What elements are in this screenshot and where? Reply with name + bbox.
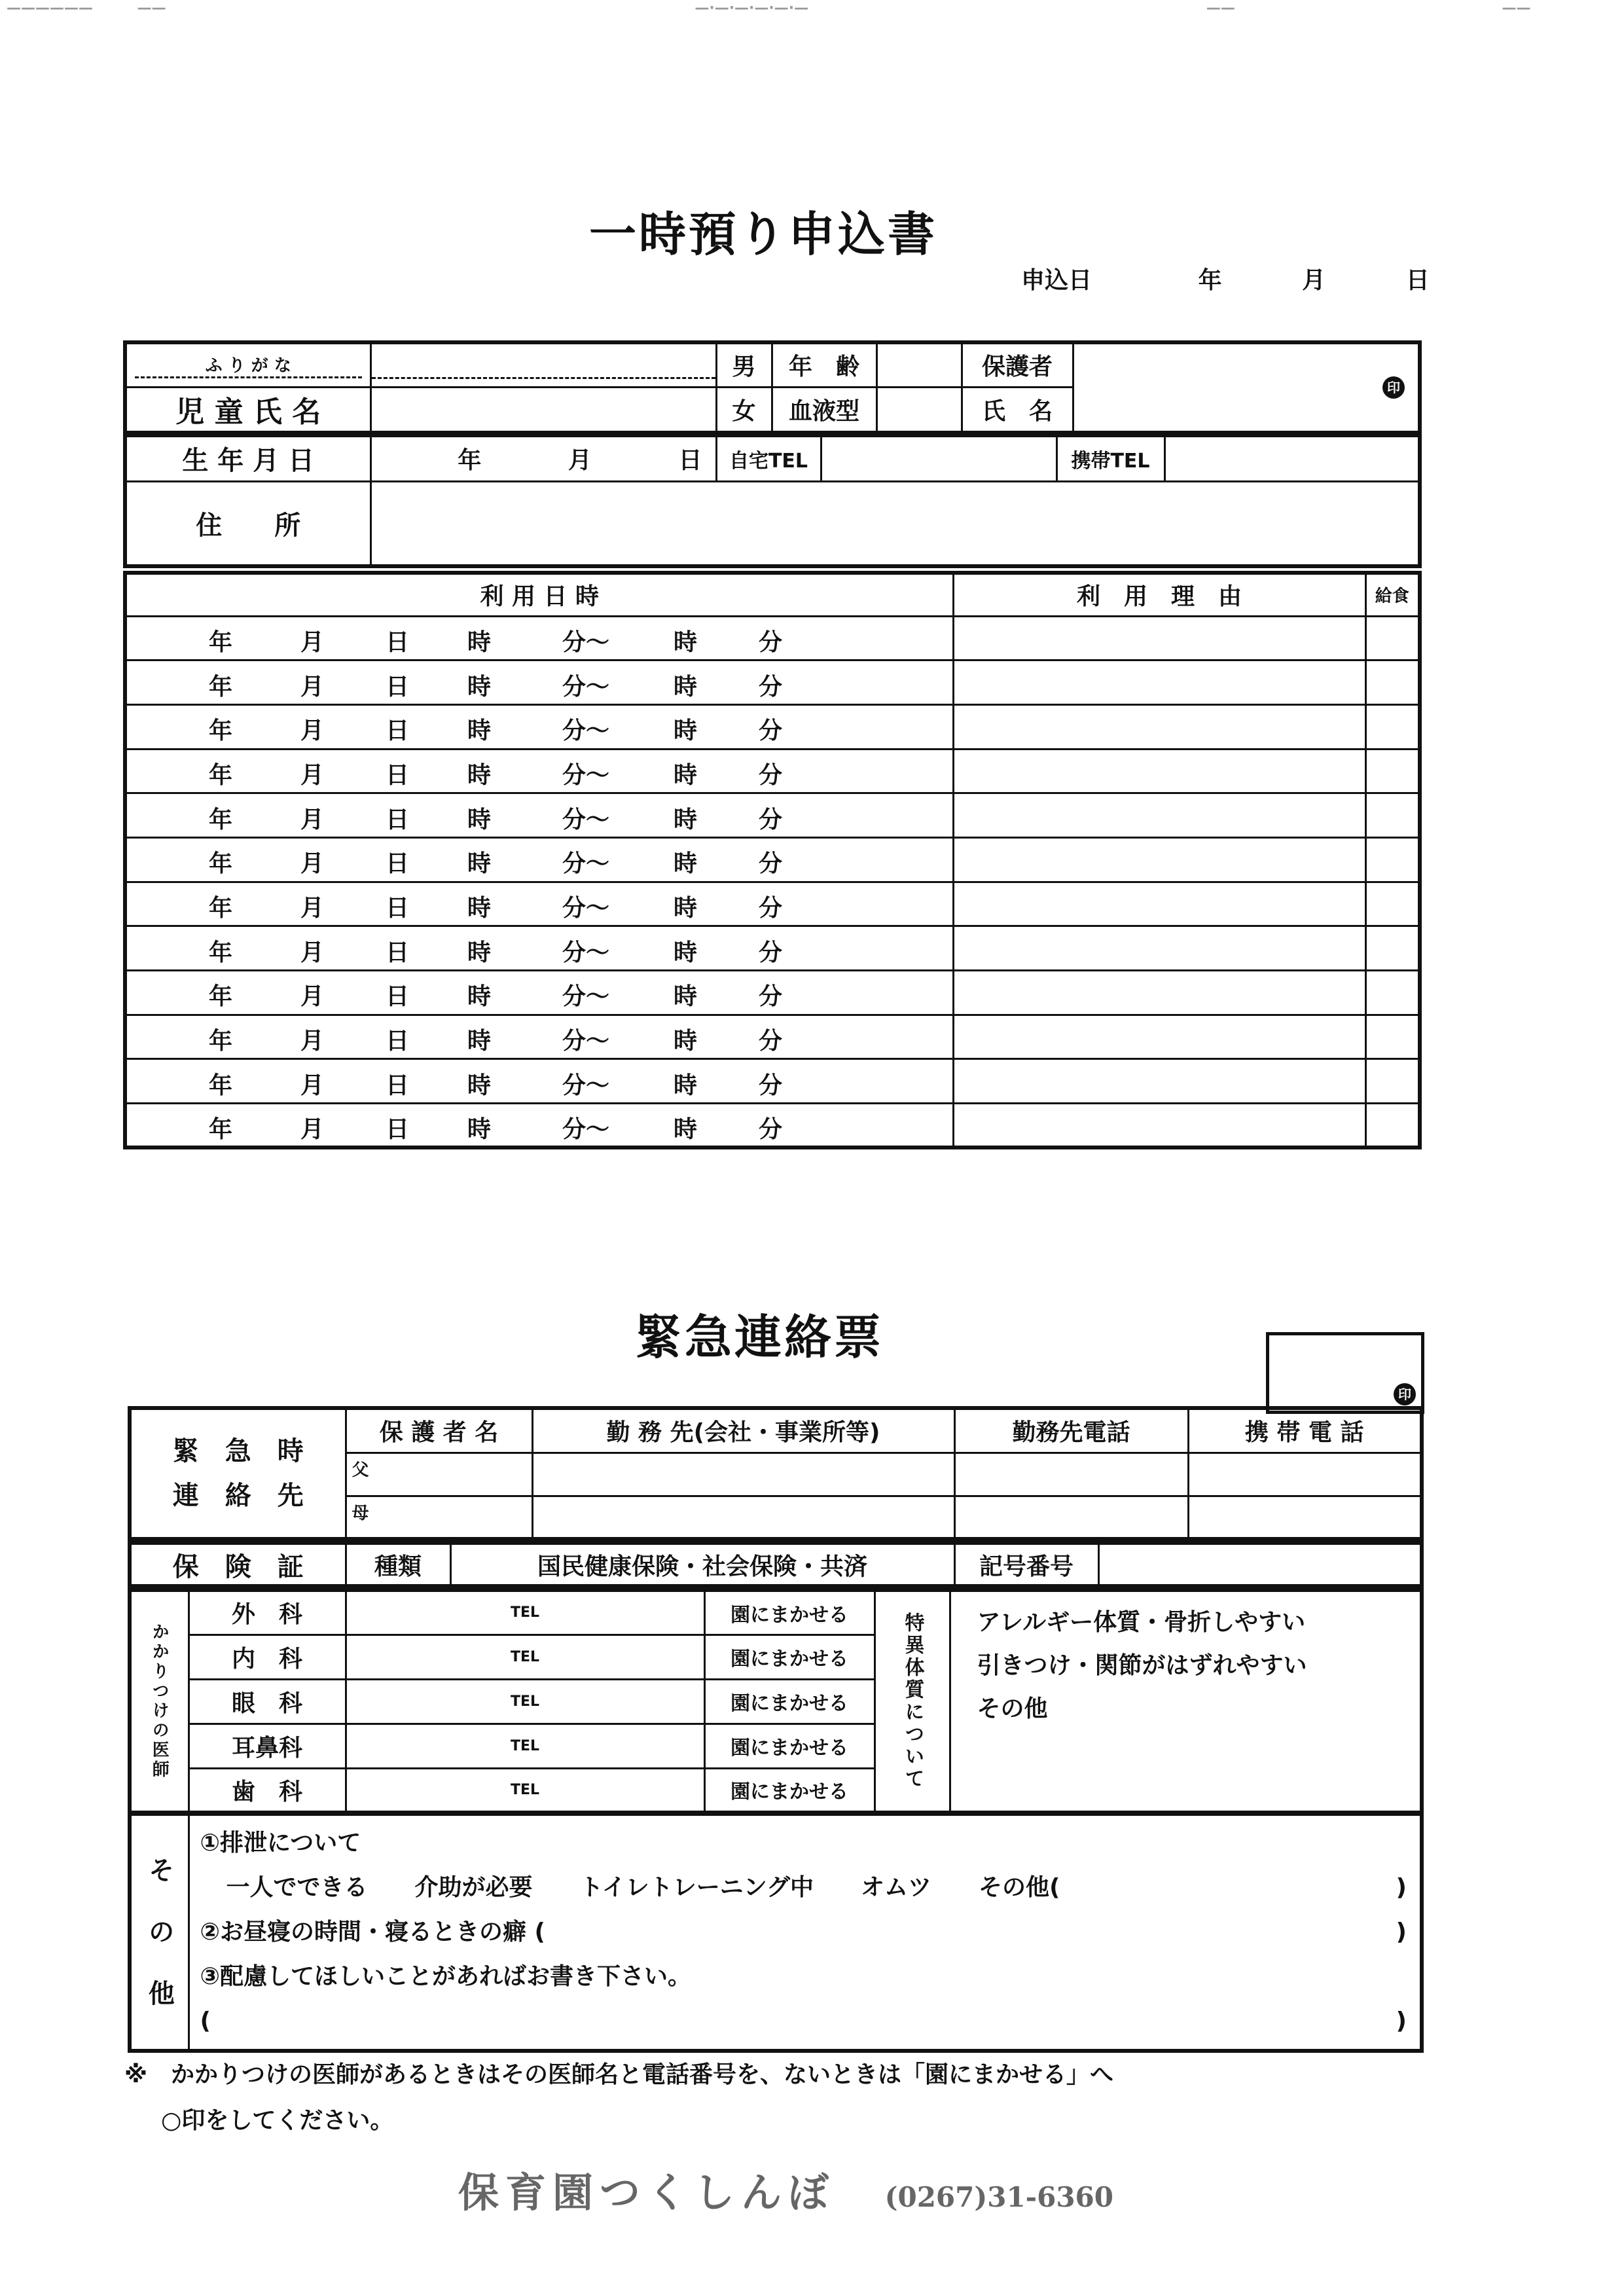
use-hour-unit: 時 — [467, 850, 492, 878]
use-minute2-unit: 分 — [759, 673, 783, 700]
use-hour-unit: 時 — [467, 717, 492, 745]
other-notes-area[interactable] — [189, 1814, 1422, 2051]
meal-checkbox[interactable] — [1365, 837, 1420, 882]
constitution-option[interactable]: 引きつけ・関節がはずれやすい — [977, 1652, 1307, 1679]
mother-work-phone-field[interactable] — [954, 1496, 1188, 1539]
use-minute2-unit: 分 — [759, 850, 783, 878]
use-day-unit: 日 — [386, 761, 410, 789]
insurance-kind-label: 種類 — [346, 1543, 450, 1586]
use-month-unit: 月 — [300, 1028, 325, 1055]
child-name-field[interactable] — [370, 387, 716, 433]
application-date-line — [1021, 262, 1430, 295]
father-name-field[interactable] — [346, 1453, 532, 1496]
use-month-unit: 月 — [300, 1115, 325, 1143]
other-notes-table — [128, 1812, 1424, 2053]
tel-mark: TEL — [510, 1737, 540, 1754]
use-minute2-unit: 分 — [759, 628, 783, 656]
use-day-unit: 日 — [386, 939, 410, 966]
use-reason-field[interactable] — [953, 793, 1365, 838]
emergency-contact-label — [130, 1408, 346, 1539]
excretion-heading: ①排泄について — [200, 1830, 361, 1856]
father-label: 父 — [352, 1460, 369, 1480]
mobile-tel-field[interactable] — [1164, 435, 1420, 481]
birth-day-unit: 日 — [678, 447, 702, 475]
use-minute2-unit: 分 — [759, 1115, 783, 1143]
mobile-tel-label: 携帯TEL — [1056, 435, 1164, 481]
use-hour-unit: 時 — [467, 628, 492, 656]
close-paren: ) — [1396, 1919, 1407, 1945]
use-reason-field[interactable] — [953, 616, 1365, 660]
emergency-contact-table — [128, 1406, 1424, 1541]
doctor-phone-field[interactable] — [346, 1724, 704, 1768]
use-minute-from-unit: 分〜 — [562, 673, 610, 700]
use-minute2-unit: 分 — [759, 806, 783, 833]
use-reason-field[interactable] — [953, 1104, 1365, 1148]
guardian-name-label: 氏 名 — [962, 387, 1073, 433]
use-month-unit: 月 — [300, 1072, 325, 1099]
nap-habit-line: ②お昼寝の時間・寝るときの癖 ( — [200, 1919, 545, 1945]
birth-date-label: 生 年 月 日 — [125, 435, 370, 481]
insurance-types[interactable]: 国民健康保険・社会保険・共済 — [450, 1543, 954, 1586]
doctor-table — [128, 1588, 1424, 1815]
use-month-unit: 月 — [300, 761, 325, 789]
use-datetime-field[interactable] — [125, 704, 953, 749]
use-datetime-header: 利 用 日 時 — [125, 573, 953, 616]
use-minute2-unit: 分 — [759, 894, 783, 922]
doctor-side-label — [130, 1590, 189, 1813]
use-minute2-unit: 分 — [759, 939, 783, 966]
blood-type-field[interactable] — [876, 387, 962, 433]
department-label: 眼 科 — [189, 1679, 346, 1724]
doctor-row — [130, 1590, 1422, 1635]
doctor-phone-field[interactable] — [346, 1679, 704, 1724]
use-minute-from-unit: 分〜 — [562, 628, 610, 656]
tel-mark: TEL — [510, 1693, 540, 1710]
use-minute2-unit: 分 — [759, 1028, 783, 1055]
use-year-unit: 年 — [209, 850, 233, 878]
guardian-label: 保護者 — [962, 342, 1073, 387]
insurance-table — [128, 1541, 1424, 1588]
use-day-unit: 日 — [386, 673, 410, 700]
note-line: ※ かかりつけの医師があるときはその医師名と電話番号を、ないときは「園にまかせる」へ — [124, 2061, 1113, 2088]
father-work-phone-field[interactable] — [954, 1453, 1188, 1496]
entrust-option[interactable]: 園にまかせる — [704, 1590, 875, 1635]
use-datetime-field[interactable] — [125, 660, 953, 705]
use-hour2-unit: 時 — [674, 939, 698, 966]
use-month-unit: 月 — [300, 983, 325, 1011]
use-day-unit: 日 — [386, 850, 410, 878]
use-year-unit: 年 — [209, 1028, 233, 1055]
header-marks — [7, 0, 1530, 16]
birth-year-unit: 年 — [458, 447, 482, 475]
use-month-unit: 月 — [300, 894, 325, 922]
use-year-unit: 年 — [209, 1072, 233, 1099]
emergency-seal-box — [1266, 1332, 1424, 1414]
entrust-option[interactable]: 園にまかせる — [704, 1635, 875, 1679]
use-day-unit: 日 — [386, 717, 410, 745]
address-label: 住 所 — [125, 481, 370, 566]
date-month-unit: 月 — [1302, 267, 1326, 294]
use-year-unit: 年 — [209, 761, 233, 789]
footer-nursery-name: 保育園つくしんぼ — [458, 2169, 836, 2216]
use-datetime-field[interactable] — [125, 1104, 953, 1148]
use-hour-unit: 時 — [467, 761, 492, 789]
use-reason-field[interactable] — [953, 882, 1365, 926]
usage-row — [125, 793, 1420, 838]
usage-row — [125, 926, 1420, 971]
mother-mobile-field[interactable] — [1188, 1496, 1422, 1539]
constitution-option[interactable]: その他 — [977, 1695, 1048, 1722]
use-reason-field[interactable] — [953, 926, 1365, 971]
use-hour2-unit: 時 — [674, 628, 698, 656]
usage-row — [125, 1104, 1420, 1148]
use-month-unit: 月 — [300, 628, 325, 656]
doctor-phone-field[interactable] — [346, 1635, 704, 1679]
usage-row — [125, 749, 1420, 793]
meal-checkbox[interactable] — [1365, 1104, 1420, 1148]
excretion-options[interactable]: 一人でできる 介助が必要 トイレトレーニング中 オムツ その他( — [226, 1874, 1060, 1901]
use-minute-from-unit: 分〜 — [562, 894, 610, 922]
use-minute-from-unit: 分〜 — [562, 717, 610, 745]
constitution-field[interactable] — [950, 1590, 1422, 1813]
use-hour-unit: 時 — [467, 673, 492, 700]
use-day-unit: 日 — [386, 806, 410, 833]
date-day-unit: 日 — [1405, 267, 1430, 294]
use-minute-from-unit: 分〜 — [562, 939, 610, 966]
tel-mark: TEL — [510, 1604, 540, 1621]
emergency-title: 緊急連絡票 — [635, 1310, 884, 1365]
seal-icon: 印 — [1382, 376, 1405, 399]
use-minute-from-unit: 分〜 — [562, 806, 610, 833]
use-datetime-field[interactable] — [125, 793, 953, 838]
entrust-option[interactable]: 園にまかせる — [704, 1768, 875, 1813]
meal-header: 給食 — [1365, 573, 1420, 616]
use-year-unit: 年 — [209, 628, 233, 656]
use-hour-unit: 時 — [467, 1072, 492, 1099]
birth-date-field[interactable] — [370, 435, 716, 481]
usage-row — [125, 837, 1420, 882]
tel-mark: TEL — [510, 1781, 540, 1798]
use-datetime-field[interactable] — [125, 1015, 953, 1059]
use-hour-unit: 時 — [467, 1028, 492, 1055]
meal-checkbox[interactable] — [1365, 971, 1420, 1015]
workplace-header: 勤 務 先(会社・事業所等) — [532, 1408, 954, 1453]
child-name-label: 児 童 氏 名 — [125, 387, 370, 433]
furigana-field[interactable] — [370, 342, 716, 387]
use-reason-header: 利 用 理 由 — [953, 573, 1365, 616]
use-hour2-unit: 時 — [674, 1115, 698, 1143]
doctor-phone-field[interactable] — [346, 1768, 704, 1813]
usage-table — [123, 571, 1422, 1149]
symbol-number-field[interactable] — [1098, 1543, 1422, 1586]
close-paren: ) — [1396, 1874, 1407, 1901]
department-label: 耳鼻科 — [189, 1724, 346, 1768]
furigana-label: ふ り が な — [205, 355, 291, 376]
use-day-unit: 日 — [386, 628, 410, 656]
use-month-unit: 月 — [300, 850, 325, 878]
use-minute-from-unit: 分〜 — [562, 1072, 610, 1099]
considerations-open-paren: ( — [200, 2008, 211, 2034]
age-label: 年 齢 — [772, 342, 876, 387]
use-reason-field[interactable] — [953, 749, 1365, 793]
use-minute2-unit: 分 — [759, 1072, 783, 1099]
entrust-option[interactable]: 園にまかせる — [704, 1679, 875, 1724]
usage-row — [125, 660, 1420, 705]
father-mobile-field[interactable] — [1188, 1453, 1422, 1496]
considerations-line: ③配慮してほしいことがあればお書き下さい。 — [200, 1963, 691, 1990]
use-hour2-unit: 時 — [674, 673, 698, 700]
mobile-phone-header: 携 帯 電 話 — [1188, 1408, 1422, 1453]
header-mark: —— — [1206, 0, 1235, 16]
use-datetime-field[interactable] — [125, 971, 953, 1015]
guardian-name-field[interactable] — [1073, 342, 1420, 433]
note-line: ○印をしてください。 — [161, 2107, 394, 2134]
meal-checkbox[interactable] — [1365, 616, 1420, 660]
age-field[interactable] — [876, 342, 962, 387]
header-mark: —————— — [7, 0, 93, 16]
constitution-side-label-text: 特異体質について — [901, 1612, 924, 1790]
use-reason-field[interactable] — [953, 1059, 1365, 1104]
use-hour-unit: 時 — [467, 939, 492, 966]
female-option[interactable]: 女 — [716, 387, 772, 433]
usage-row — [125, 704, 1420, 749]
usage-row — [125, 1059, 1420, 1104]
use-year-unit: 年 — [209, 1115, 233, 1143]
use-hour-unit: 時 — [467, 1115, 492, 1143]
header-mark: —— — [1502, 0, 1531, 16]
meal-checkbox[interactable] — [1365, 1015, 1420, 1059]
footer-phone: (0267)31-6360 — [884, 2181, 1114, 2213]
meal-checkbox[interactable] — [1365, 704, 1420, 749]
use-minute2-unit: 分 — [759, 717, 783, 745]
use-reason-field[interactable] — [953, 971, 1365, 1015]
father-workplace-field[interactable] — [532, 1453, 954, 1496]
use-day-unit: 日 — [386, 983, 410, 1011]
use-hour-unit: 時 — [467, 983, 492, 1011]
use-month-unit: 月 — [300, 939, 325, 966]
meal-checkbox[interactable] — [1365, 749, 1420, 793]
date-year-unit: 年 — [1198, 267, 1222, 294]
mother-label: 母 — [352, 1503, 369, 1523]
application-date-label: 申込日 — [1021, 267, 1092, 294]
use-day-unit: 日 — [386, 1028, 410, 1055]
use-reason-field[interactable] — [953, 660, 1365, 705]
guardian-name-header: 保 護 者 名 — [346, 1408, 532, 1453]
department-label: 内 科 — [189, 1635, 346, 1679]
home-tel-label: 自宅TEL — [716, 435, 821, 481]
entrust-option[interactable]: 園にまかせる — [704, 1724, 875, 1768]
department-label: 歯 科 — [189, 1768, 346, 1813]
usage-row — [125, 1015, 1420, 1059]
use-year-unit: 年 — [209, 939, 233, 966]
tel-mark: TEL — [510, 1648, 540, 1665]
blood-type-label: 血液型 — [772, 387, 876, 433]
use-minute-from-unit: 分〜 — [562, 1028, 610, 1055]
usage-row — [125, 882, 1420, 926]
use-reason-field[interactable] — [953, 704, 1365, 749]
child-info-table — [123, 340, 1422, 435]
use-day-unit: 日 — [386, 1072, 410, 1099]
use-datetime-field[interactable] — [125, 749, 953, 793]
use-datetime-field[interactable] — [125, 616, 953, 660]
header-mark: —— — [137, 0, 166, 16]
use-hour-unit: 時 — [467, 894, 492, 922]
use-hour2-unit: 時 — [674, 717, 698, 745]
symbol-number-label: 記号番号 — [954, 1543, 1098, 1586]
mother-workplace-field[interactable] — [532, 1496, 954, 1539]
male-option[interactable]: 男 — [716, 342, 772, 387]
meal-checkbox[interactable] — [1365, 660, 1420, 705]
other-side-label-text: そ の 他 — [144, 1856, 175, 2008]
note-text — [124, 2052, 1113, 2144]
birth-address-table — [123, 433, 1422, 568]
use-hour-unit: 時 — [467, 806, 492, 833]
use-day-unit: 日 — [386, 1115, 410, 1143]
furigana-label-cell — [125, 342, 370, 387]
use-minute-from-unit: 分〜 — [562, 983, 610, 1011]
use-hour2-unit: 時 — [674, 761, 698, 789]
use-reason-field[interactable] — [953, 1015, 1365, 1059]
constitution-side-label — [875, 1590, 950, 1813]
footer-stamp — [458, 2160, 1113, 2218]
use-datetime-field[interactable] — [125, 837, 953, 882]
doctor-side-label-text: かかりつけの医師 — [149, 1623, 170, 1780]
application-title: 一時預り申込書 — [589, 207, 938, 262]
use-year-unit: 年 — [209, 983, 233, 1011]
other-side-label — [130, 1814, 189, 2051]
meal-checkbox[interactable] — [1365, 793, 1420, 838]
use-minute-from-unit: 分〜 — [562, 850, 610, 878]
use-year-unit: 年 — [209, 894, 233, 922]
use-month-unit: 月 — [300, 717, 325, 745]
meal-checkbox[interactable] — [1365, 926, 1420, 971]
mother-name-field[interactable] — [346, 1496, 532, 1539]
home-tel-field[interactable] — [821, 435, 1056, 481]
close-paren: ) — [1396, 2008, 1407, 2034]
seal-icon: 印 — [1394, 1383, 1416, 1405]
usage-row — [125, 971, 1420, 1015]
use-day-unit: 日 — [386, 894, 410, 922]
use-hour2-unit: 時 — [674, 894, 698, 922]
use-year-unit: 年 — [209, 717, 233, 745]
use-datetime-field[interactable] — [125, 1059, 953, 1104]
address-field[interactable] — [370, 481, 1420, 566]
use-minute2-unit: 分 — [759, 761, 783, 789]
use-year-unit: 年 — [209, 806, 233, 833]
work-phone-header: 勤務先電話 — [954, 1408, 1188, 1453]
use-minute2-unit: 分 — [759, 983, 783, 1011]
use-minute-from-unit: 分〜 — [562, 1115, 610, 1143]
usage-row — [125, 616, 1420, 660]
use-hour2-unit: 時 — [674, 806, 698, 833]
use-hour2-unit: 時 — [674, 850, 698, 878]
emergency-contact-label-line: 緊 急 時 — [172, 1436, 304, 1466]
insurance-label: 保 険 証 — [130, 1543, 346, 1586]
department-label: 外 科 — [189, 1590, 346, 1635]
use-datetime-field[interactable] — [125, 926, 953, 971]
use-reason-field[interactable] — [953, 837, 1365, 882]
use-month-unit: 月 — [300, 806, 325, 833]
birth-month-unit: 月 — [568, 447, 592, 475]
use-minute-from-unit: 分〜 — [562, 761, 610, 789]
header-mark: —·—·—·—·—·— — [695, 0, 809, 16]
use-hour2-unit: 時 — [674, 983, 698, 1011]
use-hour2-unit: 時 — [674, 1028, 698, 1055]
use-hour2-unit: 時 — [674, 1072, 698, 1099]
use-datetime-field[interactable] — [125, 882, 953, 926]
meal-checkbox[interactable] — [1365, 882, 1420, 926]
use-year-unit: 年 — [209, 673, 233, 700]
constitution-option[interactable]: アレルギー体質・骨折しやすい — [977, 1609, 1306, 1636]
use-month-unit: 月 — [300, 673, 325, 700]
doctor-phone-field[interactable] — [346, 1590, 704, 1635]
meal-checkbox[interactable] — [1365, 1059, 1420, 1104]
emergency-contact-label-line: 連 絡 先 — [172, 1481, 304, 1511]
